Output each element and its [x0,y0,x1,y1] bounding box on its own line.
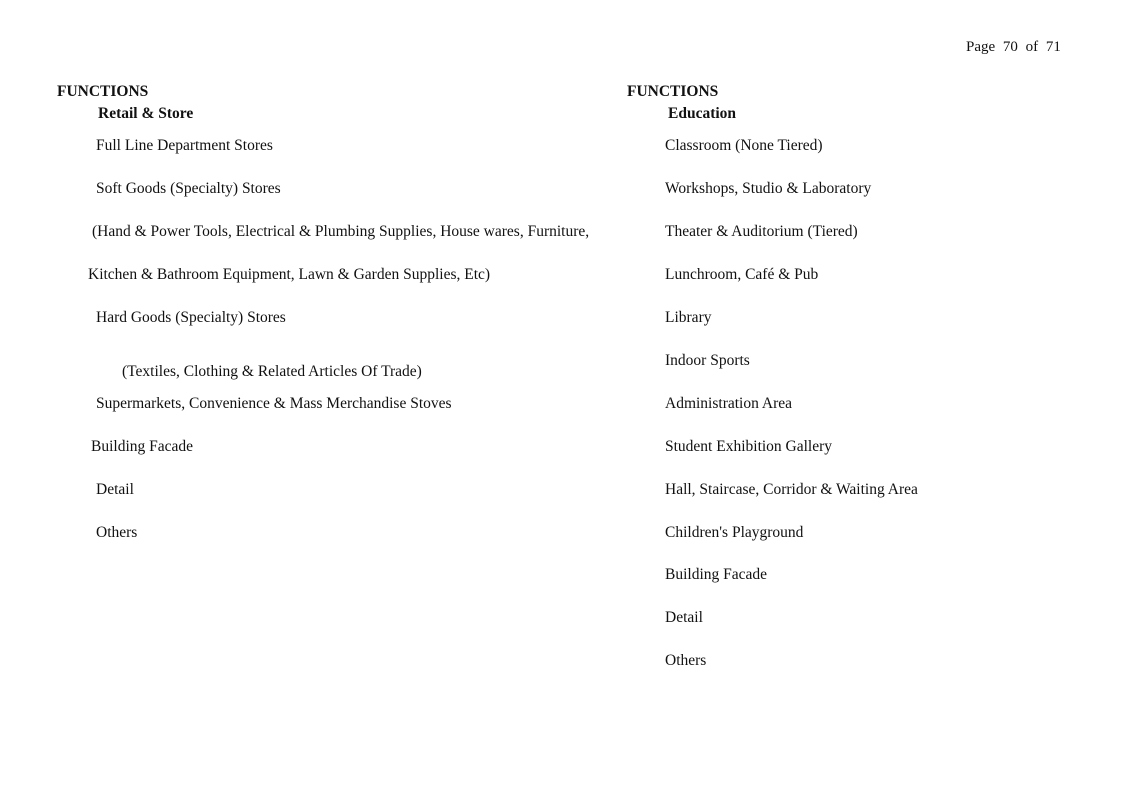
right-item-others: Others [665,652,707,669]
right-item-workshops: Workshops, Studio & Laboratory [665,180,872,197]
left-category-heading: Retail & Store [98,105,194,122]
page-number: Page 70 of 71 [966,39,1061,55]
right-item-administration: Administration Area [665,395,792,412]
right-item-classroom: Classroom (None Tiered) [665,137,823,154]
right-category-heading: Education [668,105,737,122]
right-item-exhibition-gallery: Student Exhibition Gallery [665,438,833,455]
right-item-building-facade: Building Facade [665,566,768,583]
right-item-indoor-sports: Indoor Sports [665,352,750,369]
left-item-others: Others [96,524,138,541]
right-item-lunchroom: Lunchroom, Café & Pub [665,266,819,283]
right-item-hall-staircase: Hall, Staircase, Corridor & Waiting Area [665,481,918,498]
right-item-playground: Children's Playground [665,524,804,541]
left-item-department-stores: Full Line Department Stores [96,137,273,154]
left-item-supermarkets: Supermarkets, Convenience & Mass Merchandise Stoves [96,395,452,412]
right-functions-heading: FUNCTIONS [627,83,719,100]
left-item-hard-goods: Hard Goods (Specialty) Stores [96,309,286,326]
left-item-detail: Detail [96,481,134,498]
right-item-theater: Theater & Auditorium (Tiered) [665,223,858,240]
right-item-detail: Detail [665,609,703,626]
left-functions-heading: FUNCTIONS [57,83,149,100]
left-item-building-facade: Building Facade [91,438,194,455]
left-item-hard-goods-detail: (Textiles, Clothing & Related Articles Of Trade) [122,363,422,380]
left-item-soft-goods-detail-1: (Hand & Power Tools, Electrical & Plumbing Supplies, House wares, Furniture, [92,223,590,240]
right-item-library: Library [665,309,712,326]
left-item-soft-goods-detail-2: Kitchen & Bathroom Equipment, Lawn & Garden Supplies, Etc) [88,266,491,283]
left-item-soft-goods: Soft Goods (Specialty) Stores [96,180,281,197]
